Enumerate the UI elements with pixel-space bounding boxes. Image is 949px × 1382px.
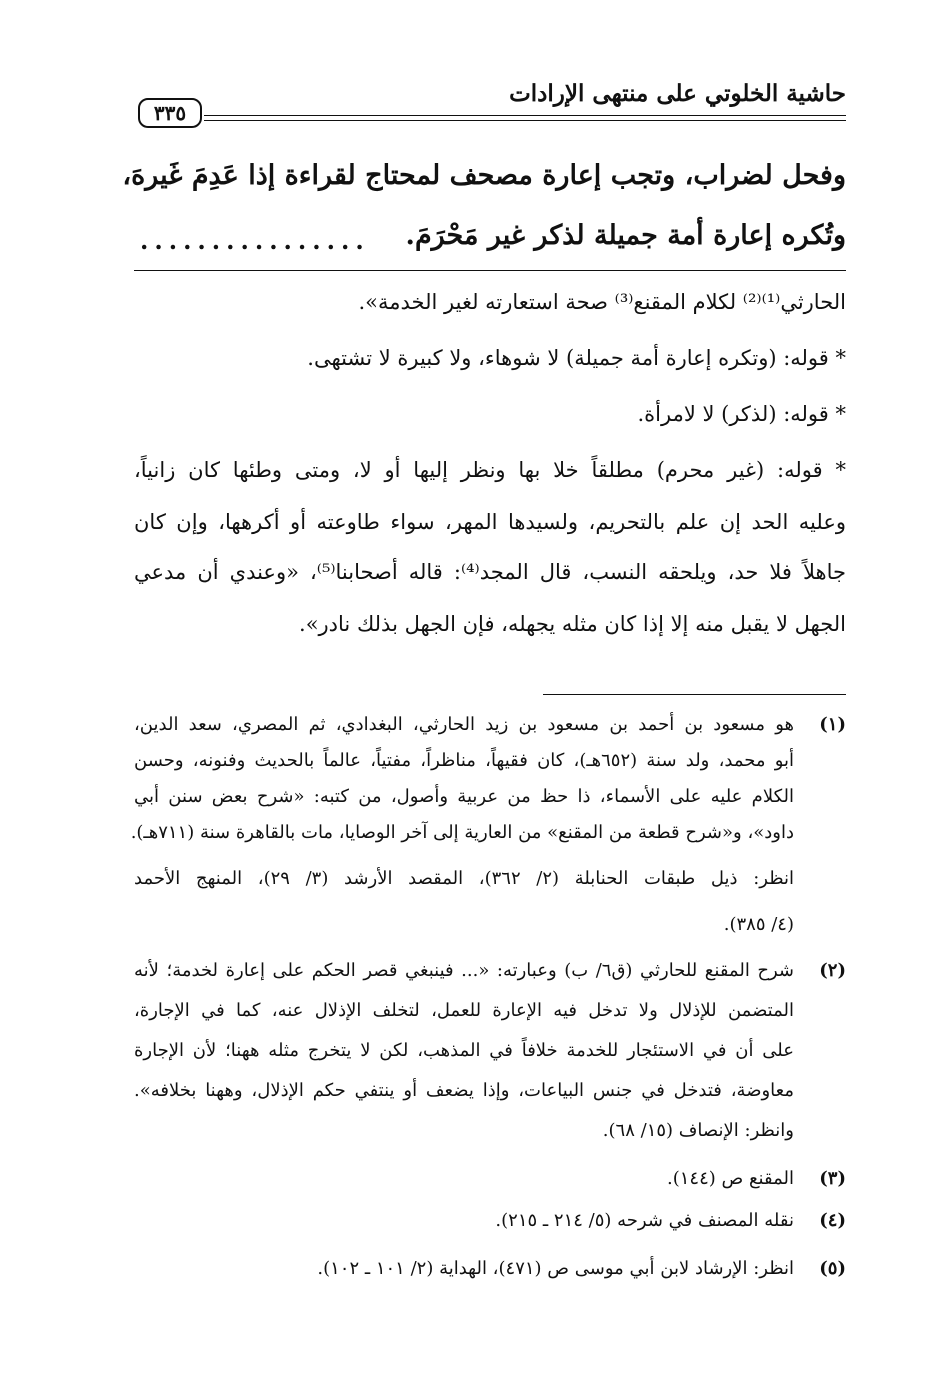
footnote-number: (٤) [819, 1210, 846, 1231]
matn-line: وتُكره إعارة أمة جميلة لذكر غير مَحْرَمَ. [405, 220, 846, 251]
footnote-line: الكلام عليه على الأسماء، ذا حظ من عربية وأصول، من كتبه: «شرح بعض سنن أبي [134, 786, 794, 807]
footnote-line: على أن في الاستئجار للخدمة خلافاً في المذهب، لكن لا يتخرج مثله ههنا؛ لأن الإجارة [134, 1040, 794, 1061]
footnote-line: أبو محمد، ولد سنة (٦٥٢هـ)، كان فقيهاً، مناظراً، مفتياً، عالماً بالحديث وفنونه، وحسن [134, 750, 795, 771]
footnote-line: نقله المصنف في شرحه (٥/ ٢١٤ ـ ٢١٥). [495, 1210, 794, 1231]
header-rule [204, 115, 846, 116]
footnote-number: (٥) [819, 1258, 846, 1279]
footnote-line: المتضمن للإذلال ولا تدخل فيه الإعارة للعمل، لتخلف الإذلال عنه، كما في الإجارة، [134, 1000, 794, 1021]
commentary-line: وعليه الحد إن علم بالتحريم، ولسيدها المهر، سواء طاوعته أو أكرهها، وإن كان [134, 510, 846, 534]
commentary-line: * قوله: (وتكره إعارة أمة جميلة) لا شوهاء، ولا كبيرة لا تشتهى. [307, 346, 846, 370]
page-number: ٣٣٥ [138, 98, 202, 128]
footnote-line: شرح المقنع للحارثي (ق٦/ ب) وعبارته: «... فينبغي قصر الحكم على إعارة لخدمة؛ لأنه [134, 960, 795, 981]
footnote-line: المقنع ص (١٤٤). [666, 1168, 794, 1189]
page-header [134, 80, 846, 124]
footnote-line: معاوضة، فتدخل في جنس البياعات، وإذا يضعف أو ينتفي حكم الإذلال، وههنا بخلافه». [134, 1080, 794, 1101]
footnote-line: داود»، و«شرح قطعة من المقنع» من العارية إلى آخر الوصايا، مات بالقاهرة سنة (٧١١هـ). [130, 822, 794, 843]
commentary-line: * قوله: (غير محرم) مطلقاً خلا بها ونظر إليها أو لا، ومتى وطئها كان زانياً، [134, 458, 846, 482]
commentary-line: * قوله: (لذكر) لا لامرأة. [637, 402, 846, 426]
footnote-number: (٣) [819, 1168, 846, 1189]
footnote-line: هو مسعود بن أحمد بن مسعود بن زيد الحارثي، البغدادي، ثم المصري، سعد الدين، [134, 714, 794, 735]
matn-dots: ................ [140, 226, 370, 255]
matn-divider [134, 270, 846, 271]
commentary-line: جاهلاً فلا حد، ويلحقه النسب، قال المجد⁽⁴⁾: قاله أصحابنا⁽⁵⁾، «وعندي أن مدعي [134, 560, 846, 584]
footnote-line: وانظر: الإنصاف (١٥/ ٦٨). [602, 1120, 794, 1141]
footnote-line: (٤/ ٣٨٥). [723, 914, 794, 935]
footnote-line: انظر: الإرشاد لابن أبي موسى ص (٤٧١)، الهداية (٢/ ١٠١ ـ ١٠٢). [317, 1258, 794, 1279]
footnote-number: (١) [819, 714, 846, 735]
matn-line: وفحل لضراب، وتجب إعارة مصحف لمحتاج لقراءة إذا عَدِمَ غَيرهَ، [122, 160, 846, 191]
footnote-number: (٢) [819, 960, 846, 981]
footnote-line: انظر: ذيل طبقات الحنابلة (٢/ ٣٦٢)، المقصد الأرشد (٣/ ٢٩)، المنهج الأحمد [134, 868, 794, 889]
footnote-separator [543, 694, 846, 695]
running-title: حاشية الخلوتي على منتهى الإرادات [509, 80, 846, 107]
commentary-line: الجهل لا يقبل منه إلا إذا كان مثله يجهله، فإن الجهل بذلك نادر». [299, 612, 846, 636]
header-rule [204, 120, 846, 121]
commentary-line: الحارثي⁽¹⁾⁽²⁾ لكلام المقنع⁽³⁾ صحة استعارته لغير الخدمة». [358, 290, 846, 314]
